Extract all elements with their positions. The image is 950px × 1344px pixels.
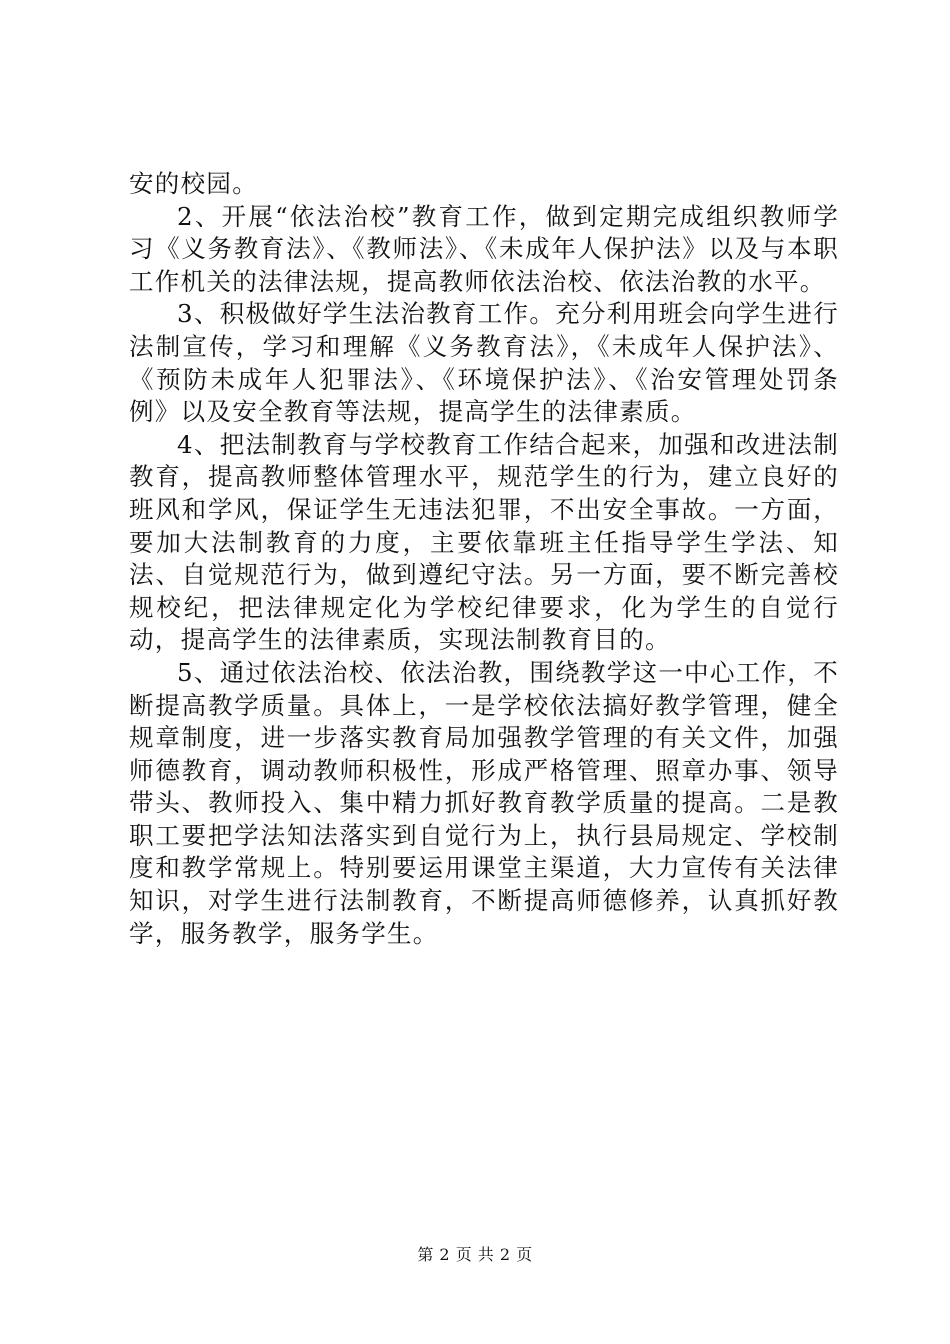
paragraph-item-5: 5、通过依法治校、依法治教，围绕教学这一中心工作，不断提高教学质量。具体上，一是学校依法搞好教学管理，健全规章制度，进一步落实教育局加强教学管理的有关文件，加强师德教育，调动教师积极性，形成严格管理、照章办事、领导带头、教师投入、集中精力抓好教育教学质量的提高。二是教职工要把学法知法落实到自觉行为上，执行县局规定、学校制度和教学常规上。特别要运用课堂主渠道，大力宣传有关法律知识，对学生进行法制教育，不断提高师德修养，认真抓好教学，服务教学，服务学生。	[129, 657, 839, 948]
document-body	[129, 168, 839, 950]
paragraph-item-3: 3、积极做好学生法治教育工作。充分利用班会向学生进行法制宣传，学习和理解《义务教育法》，《未成年人保护法》、《预防未成年人犯罪法》、《环境保护法》、《治安管理处罚条例》以及安全教育等法规，提高学生的法律素质。	[129, 299, 839, 427]
page-number-footer: 第 2 页 共 2 页	[417, 1245, 533, 1264]
paragraph-item-2: 2、开展“依法治校”教育工作，做到定期完成组织教师学习《义务教育法》、《教师法》、《未成年人保护法》以及与本职工作机关的法律法规，提高教师依法治校、依法治教的水平。	[129, 201, 839, 296]
paragraph-item-4: 4、把法制教育与学校教育工作结合起来，加强和改进法制教育，提高教师整体管理水平，规范学生的行为，建立良好的班风和学风，保证学生无违法犯罪，不出安全事故。一方面，要加大法制教育的力度，主要依靠班主任指导学生学法、知法、自觉规范行为，做到遵纪守法。另一方面，要不断完善校规校纪，把法律规定化为学校纪律要求，化为学生的自觉行动，提高学生的法律素质，实现法制教育目的。	[129, 429, 839, 655]
paragraph-continuation: 安的校园。	[129, 169, 258, 198]
